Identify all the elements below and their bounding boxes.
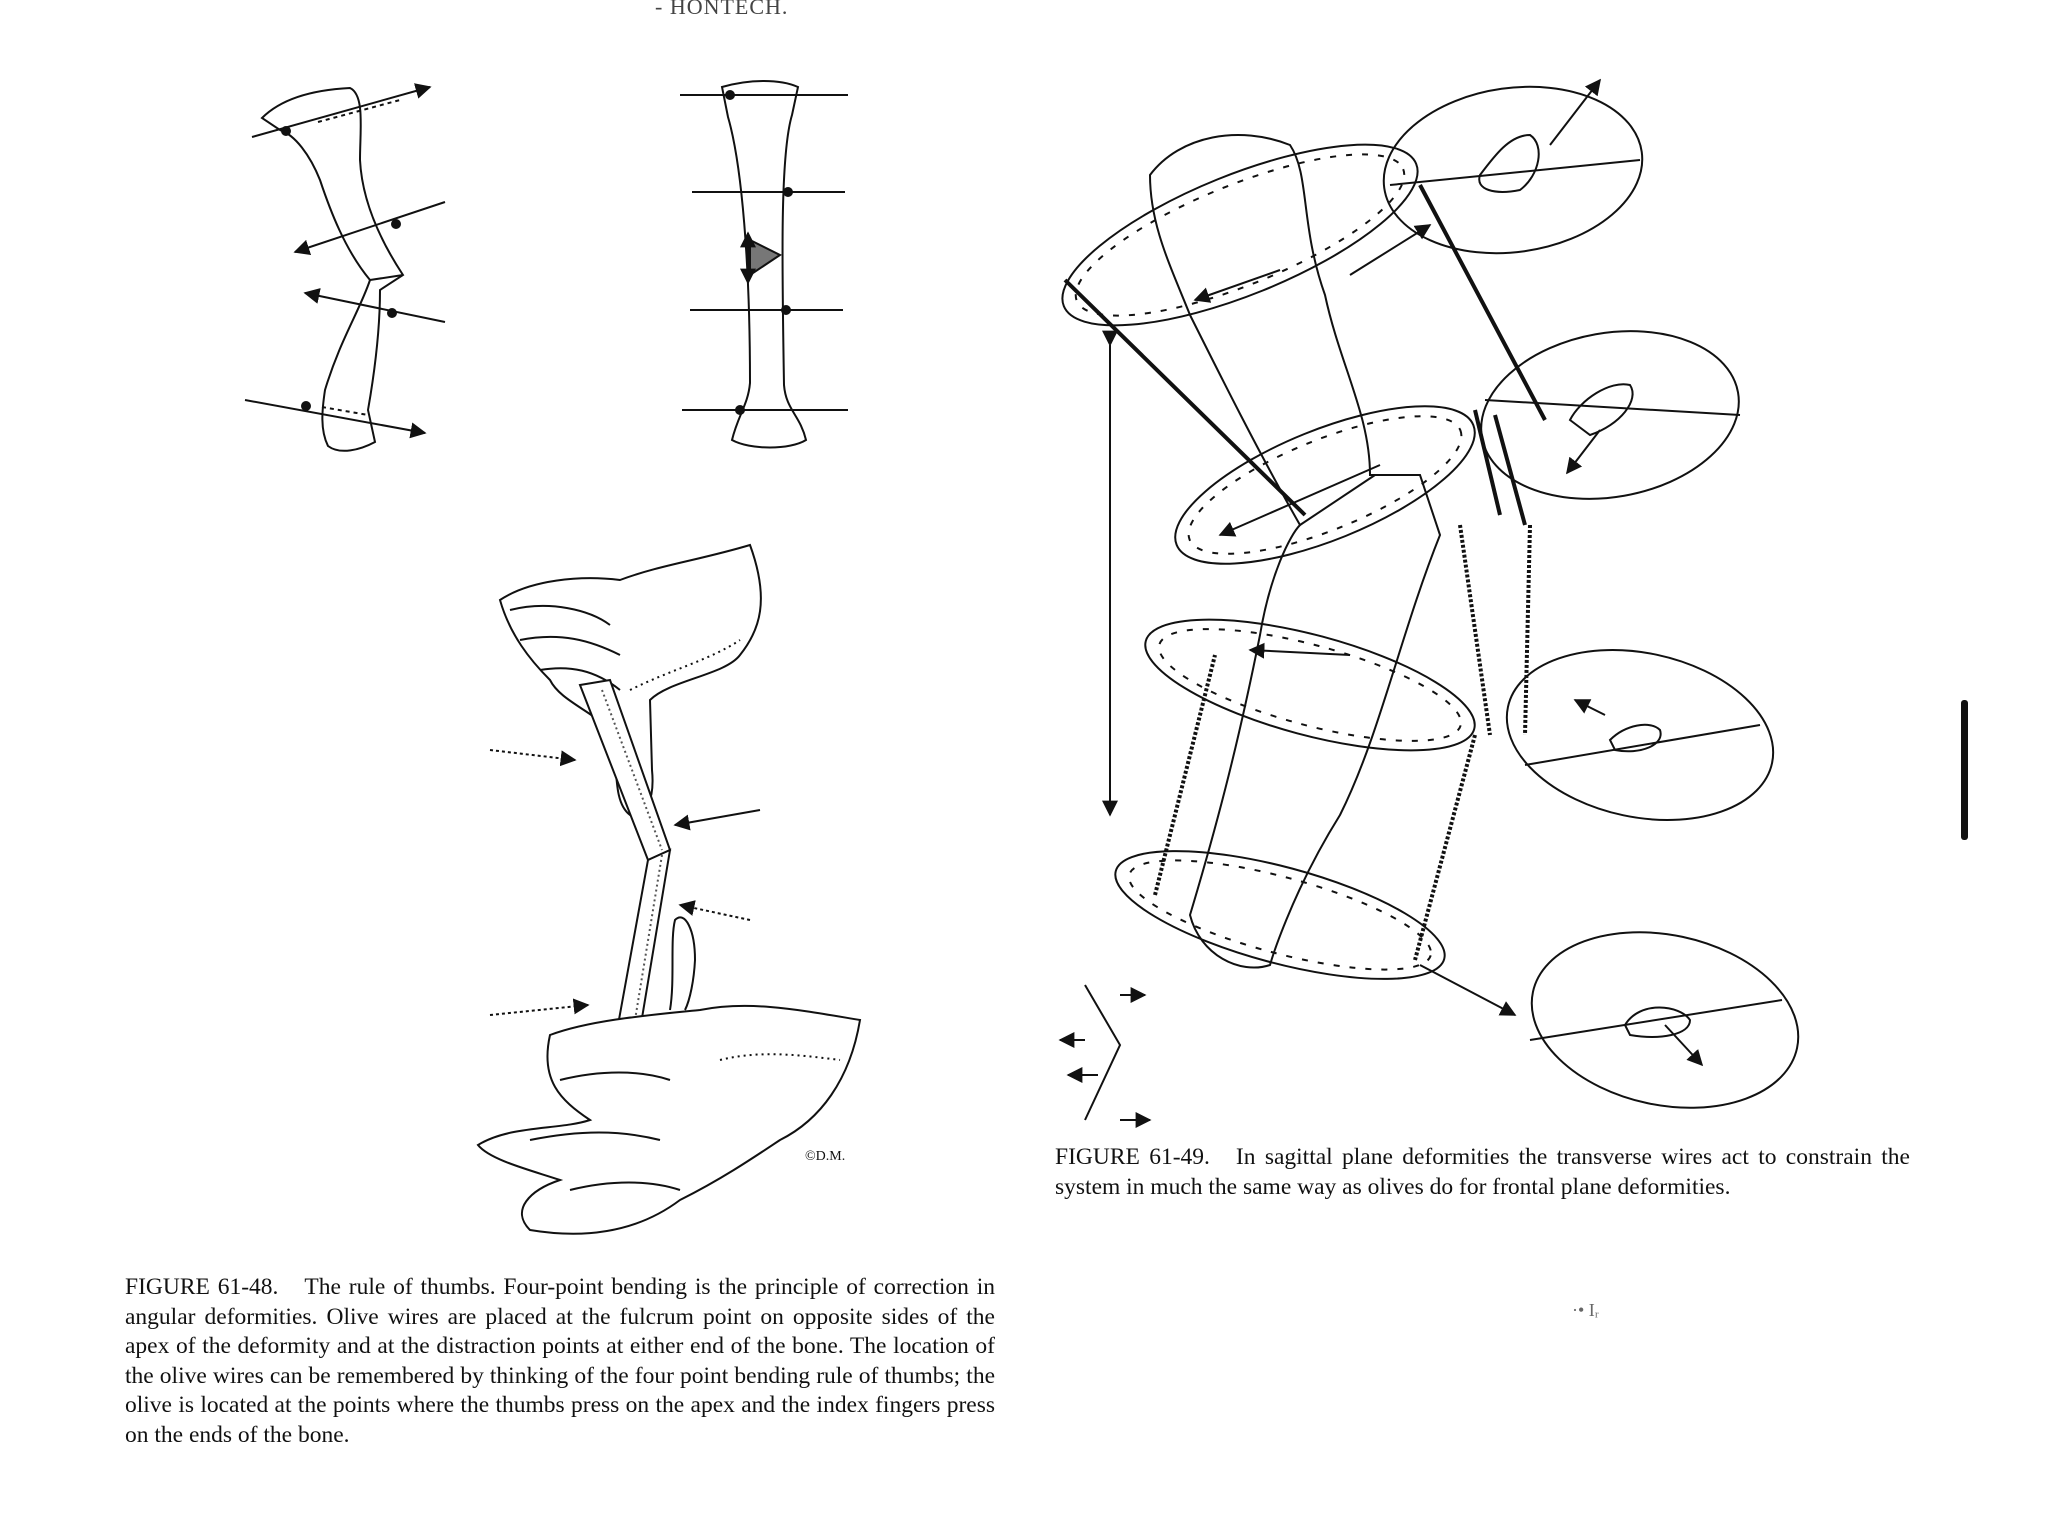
figure-61-48-label: FIGURE 61-48. <box>125 1274 279 1300</box>
cross-section-4 <box>1515 909 1814 1131</box>
cross-section-3 <box>1491 627 1789 844</box>
figure-61-48-caption <box>125 1273 995 1450</box>
running-header: - HONTECH. <box>655 0 789 19</box>
figure-61-49-label: FIGURE 61-49. <box>1055 1144 1210 1170</box>
wire-apex-lower <box>305 293 445 322</box>
hands-four-point-bending-illustration <box>470 540 890 1260</box>
bent-bone-outline <box>262 88 403 451</box>
figure-61-48-text: The rule of thumbs. Four-point bending is the principle of correction in angular deformities. Olive wires are placed at the fulcrum point on opposite sides of the apex of the deformity and at the distraction points at either end of the bone. The location of the olive wires can be remembered by thinking of the four point bending rule of thumbs; the olive is located at the points where the thumbs press on the apex and the index fingers press on the ends of the bone. <box>125 1274 995 1448</box>
stray-mark: ·• Iᵣ <box>1572 1300 1599 1320</box>
cross-section-1 <box>1373 71 1653 270</box>
cross-section-2 <box>1468 312 1753 519</box>
deformed-bone-diagram <box>240 70 470 470</box>
chevron-diagram <box>1085 985 1120 1120</box>
correction-wedge <box>750 240 780 275</box>
ring-fixator-illustration <box>1040 115 1920 1125</box>
figure-61-49-text: In sagittal plane deformities the transverse wires act to constrain the system in much the same way as olives do for frontal plane deformities. <box>1055 1144 1910 1200</box>
page-edge-bar <box>1961 700 1968 840</box>
wire-distal <box>245 400 425 433</box>
artist-signature: ©D.M. <box>805 1149 846 1164</box>
bone-shaft <box>1150 135 1440 968</box>
figure-61-49-caption <box>1055 1143 1910 1202</box>
wire-proximal <box>252 87 430 137</box>
corrected-bone-diagram <box>680 65 870 475</box>
lower-hand <box>478 1006 860 1234</box>
